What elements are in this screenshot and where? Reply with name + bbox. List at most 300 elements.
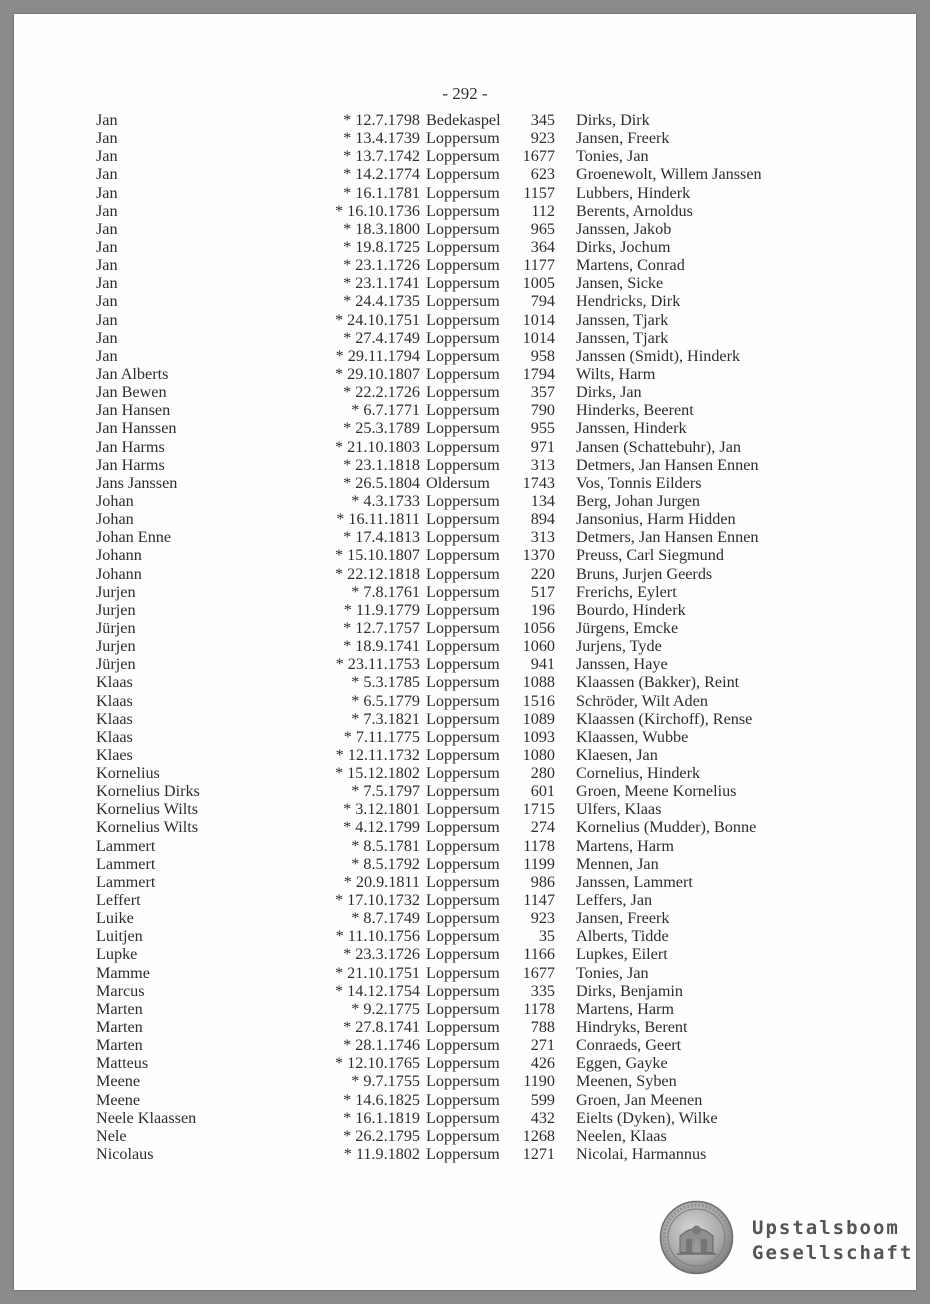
register-row — [94, 528, 814, 546]
family-number: 923 — [530, 909, 555, 928]
given-name: Meene — [96, 1072, 141, 1091]
given-name: Marten — [96, 999, 143, 1018]
given-name: Jan Hansen — [96, 401, 171, 420]
register-row — [94, 837, 814, 855]
register-row — [94, 111, 814, 129]
parish-place: Loppersum — [426, 709, 500, 728]
parish-place: Loppersum — [426, 165, 500, 184]
parish-place: Loppersum — [426, 673, 500, 692]
given-name: Kornelius Dirks — [96, 782, 200, 801]
family-name: Jansen, Freerk — [576, 129, 670, 148]
given-name: Jan — [96, 256, 118, 275]
family-name: Klaassen, Wubbe — [576, 727, 689, 746]
given-name: Johan Enne — [96, 528, 172, 547]
baptism-date: * 24.10.1751 — [335, 310, 420, 329]
register-row — [94, 601, 814, 619]
given-name: Jurjen — [96, 637, 136, 656]
parish-place: Loppersum — [426, 147, 500, 166]
family-name: Hinderks, Beerent — [576, 401, 694, 420]
baptism-date: * 14.12.1754 — [335, 981, 420, 1000]
family-name: Bourdo, Hinderk — [576, 600, 686, 619]
parish-place: Loppersum — [426, 219, 500, 238]
family-number: 1088 — [522, 673, 555, 692]
family-number: 1190 — [523, 1072, 555, 1091]
register-row — [94, 419, 814, 437]
family-name: Mennen, Jan — [576, 854, 659, 873]
baptism-date: * 12.7.1798 — [343, 111, 420, 129]
register-row — [94, 565, 814, 583]
family-name: Martens, Harm — [576, 999, 674, 1018]
baptism-date: * 8.5.1792 — [351, 854, 420, 873]
given-name: Jurjen — [96, 600, 136, 619]
baptism-date: * 12.10.1765 — [335, 1054, 420, 1073]
parish-place: Loppersum — [426, 637, 500, 656]
family-number: 599 — [530, 1090, 555, 1109]
publisher-line-1: Upstalsboom — [752, 1217, 900, 1239]
family-number: 517 — [530, 582, 555, 601]
family-name: Berg, Johan Jurgen — [576, 491, 700, 510]
baptism-date: * 17.10.1732 — [335, 891, 420, 910]
page-number: - 292 - — [442, 84, 488, 103]
family-name: Klaassen (Kirchoff), Rense — [576, 709, 753, 728]
given-name: Lupke — [96, 945, 138, 964]
given-name: Kornelius — [96, 764, 160, 783]
family-name: Kornelius (Mudder), Bonne — [576, 818, 757, 837]
family-number: 313 — [530, 528, 555, 547]
parish-place: Loppersum — [426, 818, 500, 837]
given-name: Jan — [96, 165, 118, 184]
baptism-date: * 13.7.1742 — [343, 147, 420, 166]
family-name: Frerichs, Eylert — [576, 582, 677, 601]
baptism-date: * 23.11.1753 — [335, 655, 420, 674]
given-name: Jan — [96, 201, 118, 220]
family-name: Meenen, Syben — [576, 1072, 677, 1091]
register-row — [94, 184, 814, 202]
family-name: Wilts, Harm — [576, 364, 656, 383]
baptism-date: * 16.1.1781 — [343, 183, 420, 202]
baptism-date: * 13.4.1739 — [343, 129, 420, 148]
register-row — [94, 256, 814, 274]
family-name: Lupkes, Eilert — [576, 945, 668, 964]
register-row — [94, 274, 814, 292]
baptism-date: * 16.1.1819 — [343, 1108, 420, 1127]
parish-place: Loppersum — [426, 655, 500, 674]
baptism-date: * 16.10.1736 — [335, 201, 420, 220]
baptism-date: * 11.9.1779 — [343, 600, 420, 619]
parish-place: Loppersum — [426, 183, 500, 202]
given-name: Klaes — [96, 745, 133, 764]
given-name: Nicolaus — [96, 1145, 154, 1164]
given-name: Jan Alberts — [96, 364, 169, 383]
baptism-date: * 23.1.1726 — [343, 256, 420, 275]
given-name: Lammert — [96, 872, 156, 891]
family-number: 1157 — [523, 183, 555, 202]
given-name: Marten — [96, 1036, 143, 1055]
parish-place: Loppersum — [426, 292, 500, 311]
family-number: 432 — [530, 1108, 555, 1127]
given-name: Marcus — [96, 981, 145, 1000]
parish-place: Loppersum — [426, 600, 500, 619]
family-number: 1014 — [522, 310, 555, 329]
baptism-date: * 6.7.1771 — [351, 401, 420, 420]
parish-place: Loppersum — [426, 727, 500, 746]
parish-place: Loppersum — [426, 274, 500, 293]
given-name: Johann — [96, 546, 142, 565]
baptism-date: * 26.2.1795 — [343, 1126, 420, 1145]
family-number: 601 — [530, 782, 555, 801]
family-name: Jansen, Freerk — [576, 909, 670, 928]
register-row — [94, 202, 814, 220]
family-name: Leffers, Jan — [576, 891, 653, 910]
family-name: Janssen, Tjark — [576, 310, 669, 329]
family-number: 986 — [530, 872, 555, 891]
family-number: 923 — [530, 129, 555, 148]
family-name: Detmers, Jan Hansen Ennen — [576, 528, 759, 547]
family-number: 1516 — [522, 691, 555, 710]
parish-place: Loppersum — [426, 1090, 500, 1109]
register-row — [94, 782, 814, 800]
register-row — [94, 891, 814, 909]
family-number: 345 — [530, 111, 555, 129]
baptism-date: * 8.5.1781 — [351, 836, 420, 855]
family-name: Janssen, Tjark — [576, 328, 669, 347]
baptism-date: * 15.12.1802 — [335, 764, 420, 783]
given-name: Jan — [96, 219, 118, 238]
register-row — [94, 964, 814, 982]
family-name: Groenewolt, Willem Janssen — [576, 165, 762, 184]
family-number: 794 — [530, 292, 555, 311]
family-number: 335 — [530, 981, 555, 1000]
register-row — [94, 456, 814, 474]
family-number: 357 — [530, 383, 555, 402]
baptism-date: * 21.10.1751 — [335, 963, 420, 982]
parish-place: Loppersum — [426, 745, 500, 764]
given-name: Klaas — [96, 709, 133, 728]
family-name: Tonies, Jan — [576, 147, 649, 166]
parish-place: Loppersum — [426, 1018, 500, 1037]
given-name: Luitjen — [96, 927, 143, 946]
family-number: 1743 — [522, 473, 555, 492]
family-name: Ulfers, Klaas — [576, 800, 662, 819]
family-number: 965 — [530, 219, 555, 238]
register-row — [94, 1091, 814, 1109]
family-name: Detmers, Jan Hansen Ennen — [576, 455, 759, 474]
family-number: 971 — [530, 437, 555, 456]
given-name: Jurjen — [96, 582, 136, 601]
given-name: Jan — [96, 346, 118, 365]
given-name: Matteus — [96, 1054, 149, 1073]
family-number: 1147 — [523, 891, 555, 910]
family-number: 1005 — [522, 274, 555, 293]
given-name: Mamme — [96, 963, 150, 982]
baptism-date: * 6.5.1779 — [351, 691, 420, 710]
parish-place: Loppersum — [426, 872, 500, 891]
parish-place: Loppersum — [426, 401, 500, 420]
given-name: Nele — [96, 1126, 127, 1145]
given-name: Jans Janssen — [96, 473, 178, 492]
parish-place: Loppersum — [426, 1126, 500, 1145]
register-row — [94, 655, 814, 673]
family-number: 1794 — [522, 364, 555, 383]
register-row — [94, 383, 814, 401]
register-row — [94, 1072, 814, 1090]
register-row — [94, 1054, 814, 1072]
parish-place: Loppersum — [426, 383, 500, 402]
parish-place: Loppersum — [426, 419, 500, 438]
register-row — [94, 292, 814, 310]
parish-place: Loppersum — [426, 800, 500, 819]
family-name: Lubbers, Hinderk — [576, 183, 691, 202]
given-name: Jan Hanssen — [96, 419, 177, 438]
family-number: 220 — [530, 564, 555, 583]
register-row — [94, 546, 814, 564]
baptism-date: * 29.11.1794 — [335, 346, 420, 365]
family-number: 426 — [530, 1054, 555, 1073]
family-number: 1199 — [523, 854, 555, 873]
baptism-date: * 29.10.1807 — [335, 364, 420, 383]
register-row — [94, 147, 814, 165]
parish-place: Loppersum — [426, 782, 500, 801]
family-name: Preuss, Carl Siegmund — [576, 546, 724, 565]
family-number: 1178 — [523, 999, 555, 1018]
family-number: 1056 — [522, 618, 555, 637]
given-name: Jürjen — [96, 618, 136, 637]
baptism-date: * 27.4.1749 — [343, 328, 420, 347]
family-number: 1677 — [522, 147, 555, 166]
given-name: Johann — [96, 564, 142, 583]
family-number: 941 — [530, 655, 555, 674]
family-number: 1370 — [522, 546, 555, 565]
register-row — [94, 165, 814, 183]
family-name: Dirks, Benjamin — [576, 981, 684, 1000]
baptism-date: * 11.9.1802 — [343, 1145, 420, 1164]
given-name: Leffert — [96, 891, 141, 910]
given-name: Jan — [96, 328, 118, 347]
register-row — [94, 492, 814, 510]
register-row — [94, 1000, 814, 1018]
register-row — [94, 692, 814, 710]
given-name: Kornelius Wilts — [96, 818, 199, 837]
register-row — [94, 710, 814, 728]
parish-place: Loppersum — [426, 999, 500, 1018]
publisher-line-2: Gesellschaft — [752, 1242, 914, 1264]
baptism-date: * 14.2.1774 — [343, 165, 420, 184]
parish-place: Loppersum — [426, 963, 500, 982]
baptism-date: * 22.2.1726 — [343, 383, 420, 402]
baptism-date: * 21.10.1803 — [335, 437, 420, 456]
family-name: Janssen, Lammert — [576, 872, 693, 891]
parish-place: Loppersum — [426, 528, 500, 547]
baptism-date: * 16.11.1811 — [336, 510, 420, 529]
parish-place: Loppersum — [426, 491, 500, 510]
given-name: Jan — [96, 111, 118, 129]
register-row — [94, 311, 814, 329]
family-name: Jurjens, Tyde — [576, 637, 662, 656]
given-name: Luike — [96, 909, 134, 928]
parish-place: Loppersum — [426, 1036, 500, 1055]
baptism-date: * 7.3.1821 — [351, 709, 420, 728]
parish-place: Loppersum — [426, 1054, 500, 1073]
baptism-date: * 11.10.1756 — [335, 927, 420, 946]
register-row — [94, 220, 814, 238]
register-row — [94, 673, 814, 691]
given-name: Jan — [96, 183, 118, 202]
family-name: Conraeds, Geert — [576, 1036, 682, 1055]
given-name: Lammert — [96, 836, 156, 855]
parish-place: Loppersum — [426, 582, 500, 601]
family-number: 894 — [530, 510, 555, 529]
parish-place: Loppersum — [426, 945, 500, 964]
parish-place: Loppersum — [426, 1072, 500, 1091]
baptism-date: * 19.8.1725 — [343, 237, 420, 256]
baptism-register-list — [94, 111, 814, 1163]
family-name: Eielts (Dyken), Wilke — [576, 1108, 718, 1127]
register-row — [94, 764, 814, 782]
family-number: 1014 — [522, 328, 555, 347]
parish-place: Loppersum — [426, 129, 500, 148]
family-name: Schröder, Wilt Aden — [576, 691, 708, 710]
family-name: Hendricks, Dirk — [576, 292, 681, 311]
register-row — [94, 855, 814, 873]
family-number: 1080 — [522, 745, 555, 764]
baptism-date: * 4.3.1733 — [351, 491, 420, 510]
parish-place: Loppersum — [426, 891, 500, 910]
baptism-date: * 23.3.1726 — [343, 945, 420, 964]
parish-place: Loppersum — [426, 854, 500, 873]
family-number: 1178 — [523, 836, 555, 855]
given-name: Jan — [96, 310, 118, 329]
register-row — [94, 347, 814, 365]
parish-place: Loppersum — [426, 1145, 500, 1164]
baptism-date: * 7.8.1761 — [351, 582, 420, 601]
family-number: 1677 — [522, 963, 555, 982]
baptism-date: * 9.2.1775 — [351, 999, 420, 1018]
baptism-date: * 14.6.1825 — [343, 1090, 420, 1109]
family-name: Jansen (Schattebuhr), Jan — [576, 437, 741, 456]
family-name: Groen, Jan Meenen — [576, 1090, 703, 1109]
given-name: Jan — [96, 129, 118, 148]
given-name: Jan Bewen — [96, 383, 167, 402]
family-name: Martens, Conrad — [576, 256, 685, 275]
family-number: 280 — [530, 764, 555, 783]
family-number: 364 — [530, 237, 555, 256]
parish-place: Loppersum — [426, 546, 500, 565]
family-name: Eggen, Gayke — [576, 1054, 668, 1073]
register-row — [94, 800, 814, 818]
given-name: Jan — [96, 237, 118, 256]
register-row — [94, 129, 814, 147]
family-number: 1177 — [523, 256, 555, 275]
family-number: 1060 — [522, 637, 555, 656]
parish-place: Loppersum — [426, 346, 500, 365]
register-row — [94, 1145, 814, 1163]
parish-place: Loppersum — [426, 618, 500, 637]
baptism-date: * 3.12.1801 — [343, 800, 420, 819]
family-number: 1715 — [522, 800, 555, 819]
register-row — [94, 728, 814, 746]
given-name: Jan — [96, 147, 118, 166]
given-name: Klaas — [96, 673, 133, 692]
register-row — [94, 329, 814, 347]
register-row — [94, 818, 814, 836]
given-name: Lammert — [96, 854, 156, 873]
given-name: Kornelius Wilts — [96, 800, 199, 819]
register-row — [94, 238, 814, 256]
family-name: Berents, Arnoldus — [576, 201, 693, 220]
given-name: Jan Harms — [96, 437, 165, 456]
family-number: 955 — [530, 419, 555, 438]
family-name: Jansen, Sicke — [576, 274, 664, 293]
baptism-date: * 4.12.1799 — [343, 818, 420, 837]
baptism-date: * 26.5.1804 — [343, 473, 420, 492]
parish-place: Loppersum — [426, 237, 500, 256]
baptism-date: * 24.4.1735 — [343, 292, 420, 311]
family-number: 196 — [530, 600, 555, 619]
given-name: Jürjen — [96, 655, 136, 674]
baptism-date: * 27.8.1741 — [343, 1018, 420, 1037]
parish-place: Bedekaspel — [426, 111, 501, 129]
family-name: Hindryks, Berent — [576, 1018, 688, 1037]
family-name: Dirks, Jochum — [576, 237, 671, 256]
family-name: Bruns, Jurjen Geerds — [576, 564, 713, 583]
baptism-date: * 9.7.1755 — [351, 1072, 420, 1091]
given-name: Jan — [96, 292, 118, 311]
family-name: Nicolai, Harmannus — [576, 1145, 707, 1164]
family-number: 313 — [530, 455, 555, 474]
baptism-date: * 7.11.1775 — [343, 727, 420, 746]
register-row — [94, 982, 814, 1000]
family-name: Jansonius, Harm Hidden — [576, 510, 736, 529]
baptism-date: * 20.9.1811 — [343, 872, 420, 891]
register-row — [94, 474, 814, 492]
baptism-date: * 18.9.1741 — [343, 637, 420, 656]
given-name: Neele Klaassen — [96, 1108, 197, 1127]
baptism-date: * 5.3.1785 — [351, 673, 420, 692]
register-row — [94, 1018, 814, 1036]
given-name: Meene — [96, 1090, 141, 1109]
family-name: Klaesen, Jan — [576, 745, 658, 764]
family-name: Dirks, Dirk — [576, 111, 650, 129]
parish-place: Loppersum — [426, 256, 500, 275]
baptism-date: * 8.7.1749 — [351, 909, 420, 928]
baptism-date: * 17.4.1813 — [343, 528, 420, 547]
family-name: Jürgens, Emcke — [576, 618, 679, 637]
family-name: Janssen, Haye — [576, 655, 668, 674]
given-name: Johan — [96, 510, 134, 529]
parish-place: Loppersum — [426, 328, 500, 347]
family-name: Tonies, Jan — [576, 963, 649, 982]
family-number: 271 — [530, 1036, 555, 1055]
register-row — [94, 619, 814, 637]
given-name: Marten — [96, 1018, 143, 1037]
parish-place: Loppersum — [426, 201, 500, 220]
family-name: Janssen, Hinderk — [576, 419, 687, 438]
register-row — [94, 945, 814, 963]
parish-place: Loppersum — [426, 510, 500, 529]
family-name: Martens, Harm — [576, 836, 674, 855]
family-name: Neelen, Klaas — [576, 1126, 667, 1145]
baptism-date: * 23.1.1818 — [343, 455, 420, 474]
family-number: 1271 — [522, 1145, 555, 1164]
register-row — [94, 510, 814, 528]
register-row — [94, 1127, 814, 1145]
register-row — [94, 927, 814, 945]
given-name: Jan Harms — [96, 455, 165, 474]
family-name: Alberts, Tidde — [576, 927, 669, 946]
parish-place: Loppersum — [426, 310, 500, 329]
baptism-date: * 15.10.1807 — [335, 546, 420, 565]
parish-place: Loppersum — [426, 455, 500, 474]
